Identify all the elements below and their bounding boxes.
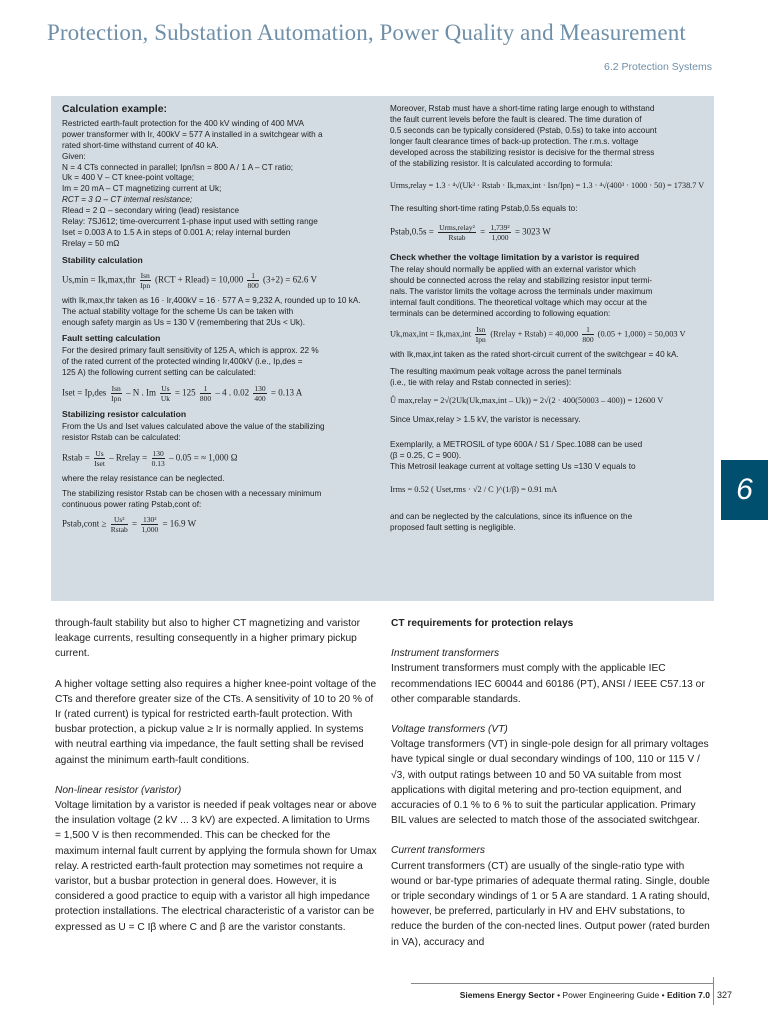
text-line: The actual stability voltage for the scheme Us can be taken with	[62, 306, 294, 316]
uk-max-equation	[390, 325, 710, 344]
chapter-tab: 6	[721, 460, 768, 520]
paragraph: Voltage transformers (VT) in single-pole design for all primary voltages have typical single or dual secondary windings of 100, 110 or 115 V / √3, with output ratings between 10 and 50 VA suitable from most applications with digital metering and pro-tection equipment, and accuracies of 0.1 % to 6 % to suit the particular application. Primary BIL values are selected to match those of the associated switchgear.	[391, 739, 709, 827]
urms-equation: Urms,relay = 1.3 · ⁴√(Uk³ · Rstab · Ik,max,int · Isn/Ipn) = 1.3 · ⁴√(400³ · 1000 · 50) = 1738.7 V	[390, 181, 705, 191]
frac-num: 1	[247, 271, 258, 281]
frac-num: 130²	[143, 515, 157, 525]
text-line: where the relay resistance can be neglected.	[62, 473, 225, 483]
subheading: Current transformers	[391, 845, 485, 857]
text-line: RCT = 3 Ω – CT internal resistance;	[62, 195, 193, 205]
frac-num: 1,739²	[490, 223, 510, 233]
box-right-column	[390, 104, 710, 534]
eq-fraction	[160, 384, 170, 403]
stability-equation	[62, 271, 384, 290]
eq-part: (RCT + Rlead) = 10,000	[155, 274, 244, 285]
frac-num: Urms,relay²	[439, 223, 475, 233]
eq-fraction	[152, 449, 165, 468]
frac-num: 130	[254, 384, 266, 394]
page-header-title: Protection, Substation Automation, Power Quality and Measurement	[47, 20, 686, 45]
fault-setting-heading: Fault setting calculation	[62, 333, 161, 344]
frac-den: Uk	[160, 394, 170, 404]
section-heading: CT requirements for protection relays	[391, 618, 574, 629]
frac-num: 1	[200, 384, 211, 394]
eq-fraction	[141, 515, 158, 534]
eq-fraction	[140, 271, 151, 290]
eq-fraction	[94, 449, 105, 468]
eq-fraction	[582, 325, 593, 344]
power-rating-equation	[62, 515, 384, 534]
eq-fraction	[475, 325, 486, 344]
subheading: Non-linear resistor (varistor)	[55, 784, 182, 796]
frac-num: 130	[152, 448, 164, 458]
eq-part: (0.05 + 1,000) = 50,003 V	[597, 329, 686, 339]
frac-num: Isn	[111, 384, 121, 394]
footer-guide: Power Engineering Guide	[562, 990, 660, 1000]
text-line: Relay: 7SJ612; time-overcurrent 1-phase input used with setting range	[62, 217, 318, 227]
text-line: continuous power rating Pstab,cont of:	[62, 499, 202, 509]
text-line: Uk = 400 V – CT knee-point voltage;	[62, 173, 195, 183]
footer-publisher: Siemens Energy Sector	[459, 990, 555, 1000]
frac-den: Rstab	[110, 525, 128, 535]
stability-heading: Stability calculation	[62, 254, 143, 265]
text-line: Given:	[62, 151, 86, 161]
eq-fraction	[489, 223, 510, 242]
footer-separator: •	[557, 990, 563, 1000]
calc-example-title: Calculation example:	[62, 103, 168, 115]
text-line: From the Us and Iset values calculated above the value of the stabilizing	[62, 421, 325, 431]
text-line: enough safety margin as Us = 130 V (remembering that 2Us < Uk).	[62, 317, 306, 327]
eq-part: (3+2) = 62.6 V	[262, 274, 317, 285]
eq-fraction	[111, 515, 128, 534]
frac-den: Ipn	[140, 280, 151, 290]
frac-num: Us	[95, 448, 104, 458]
footer-divider	[713, 977, 714, 1005]
eq-part: Us,min = Ik,max,thr	[62, 274, 136, 285]
body-right-column	[391, 616, 713, 965]
footer-text	[460, 990, 710, 1000]
eq-part: – Rrelay =	[109, 452, 148, 463]
text-line: power transformer with Ir, 400kV = 577 A installed in a switchgear with a	[62, 129, 323, 139]
frac-den: Ipn	[475, 334, 486, 344]
text-line: The relay should normally be applied with an external varistor which	[390, 265, 636, 275]
frac-den: 1,000	[491, 233, 509, 243]
eq-fraction	[247, 271, 258, 290]
text-line: The resulting short-time rating Pstab,0.5s equals to:	[390, 204, 578, 214]
text-line: (β = 0.25, C = 900).	[390, 451, 462, 461]
eq-part: Uk,max,int = Ik,max,int	[390, 329, 472, 339]
text-line: N = 4 CTs connected in parallel; Ipn/Isn = 800 A / 1 A – CT ratio;	[62, 162, 294, 172]
text-line: proposed fault setting is negligible.	[390, 522, 516, 532]
text-line: 125 A) the following current setting can be calculated:	[62, 368, 256, 378]
frac-den: 800	[247, 280, 259, 290]
text-line: should be connected across the relay and stabilizing resistor input termi-	[390, 276, 653, 286]
text-line: the fault current levels before the fault is cleared. The time duration of	[390, 114, 642, 124]
body-left-column	[55, 616, 377, 950]
text-line: The stabilizing resistor Rstab can be chosen with a necessary minimum	[62, 488, 322, 498]
calculation-example-box	[51, 96, 714, 601]
paragraph: Voltage limitation by a varistor is needed if peak voltages near or above the insulation voltage (2 kV ... 3 kV) are expected. A limitation to Urms = 1,500 V is then recommended. This can be checked for the maximum internal fault current by applying the formula shown for Umax relay. A restricted earth-fault protection may sometimes not require a varistor, but a busbar protection in general does. However, it is considered a good practice to equip with a varistor all high impedance protection installations. The electrical characteristic of a varistor can be expressed as U = C Iβ where C and β are the varistor constants.	[55, 800, 377, 933]
frac-num: 1	[582, 325, 593, 335]
text-line: Exemplarily, a METROSIL of type 600A / S1 / Spec.1088 can be used	[390, 440, 643, 450]
eq-part: (Rrelay + Rstab) = 40,000	[490, 329, 579, 339]
eq-part: =	[480, 226, 486, 237]
paragraph: through-fault stability but also to higher CT magnetizing and varistor leakage currents, resulting consequently in a higher primary pickup current.	[55, 618, 361, 660]
frac-den: 400	[254, 394, 266, 404]
eq-part: – N . Im	[126, 387, 156, 398]
fault-setting-equation	[62, 384, 384, 403]
eq-fraction	[111, 384, 122, 403]
eq-fraction	[253, 384, 266, 403]
text-line: nals. The varistor limits the voltage across the terminals under maximum	[390, 286, 653, 296]
text-line: with Ik,max,int taken as the rated short-circuit current of the switchgear = 40 kA.	[390, 349, 679, 359]
text-line: (i.e., tie with relay and Rstab connected in series):	[390, 377, 572, 387]
frac-den: 800	[582, 334, 594, 344]
text-line: rated short-time withstand current of 40 kA.	[62, 140, 219, 150]
text-line: internal fault conditions. The theoretical voltage which may occur at the	[390, 297, 647, 307]
peak-voltage-equation: Û max,relay = 2√(2Uk(Uk,max,int – Uk)) = 2√(2 · 400(50003 – 400)) = 12600 V	[390, 396, 664, 406]
stabilizing-resistor-heading: Stabilizing resistor calculation	[62, 409, 187, 420]
footer-edition: Edition 7.0	[667, 990, 710, 1000]
text-line: Moreover, Rstab must have a short-time rating large enough to withstand	[390, 104, 655, 113]
text-line: For the desired primary fault sensitivity of 125 A, which is approx. 22 %	[62, 346, 319, 356]
frac-num: Us	[161, 384, 170, 394]
text-line: of the stabilizing resistor. It is calculated according to formula:	[390, 158, 613, 168]
eq-part: = 3023 W	[514, 226, 551, 237]
eq-part: – 0.05 = ≈ 1,000 Ω	[169, 452, 238, 463]
frac-num: Isn	[140, 270, 150, 280]
footer-separator: •	[661, 990, 668, 1000]
page-footer	[0, 983, 768, 1007]
eq-part: = 0.13 A	[270, 387, 303, 398]
paragraph: A higher voltage setting also requires a higher knee-point voltage of the CTs and therefore greater size of the CTs. A sensitivity of 10 to 20 % of Ir (rated current) is typical for restricted earth-fault protection. With busbar protection, a pickup value ≥ Ir is normally applied. In systems with neutral earthing via impedance, the fault setting shall be revised against the minimum earth-fault conditions.	[55, 678, 377, 766]
varistor-check-heading: Check whether the voltage limitation by a varistor is required	[390, 252, 640, 263]
text-line: with Ik,max,thr taken as 16 · Ir,400kV = 16 · 577 A = 9,232 A, rounded up to 10 kA.	[62, 295, 361, 305]
eq-part: =	[132, 519, 138, 530]
frac-num: Isn	[476, 324, 486, 334]
eq-fraction	[200, 384, 211, 403]
text-line: 0.5 seconds can be typically considered (Pstab, 0.5s) to take into account	[390, 125, 657, 135]
frac-den: Iset	[94, 458, 105, 468]
text-line: resistor Rstab can be calculated:	[62, 432, 181, 442]
text-line: Iset = 0.003 A to 1.5 A in steps of 0.001 A; relay internal burden	[62, 227, 291, 237]
box-left-column	[62, 104, 384, 540]
frac-den: Ipn	[111, 394, 122, 404]
eq-part: Rstab =	[62, 452, 90, 463]
eq-part: = 16.9 W	[162, 519, 197, 530]
text-line: Rlead = 2 Ω – secondary wiring (lead) resistance	[62, 206, 240, 216]
eq-fraction	[438, 223, 476, 242]
frac-den: 800	[199, 394, 212, 404]
frac-den: 1,000	[141, 525, 159, 535]
short-time-equation	[390, 223, 710, 242]
eq-part: Pstab,cont ≥	[62, 519, 107, 530]
footer-rule	[411, 983, 713, 984]
text-line: longer fault clearance times of back-up protection. The r.m.s. voltage	[390, 136, 639, 146]
page-number: 327	[717, 990, 733, 1000]
text-line: Im = 20 mA – CT magnetizing current at Uk;	[62, 184, 222, 194]
subheading: Voltage transformers (VT)	[391, 724, 508, 736]
text-line: Rrelay = 50 mΩ	[62, 238, 120, 248]
text-line: developed across the stabilizing resistor is decisive for the thermal stress	[390, 147, 655, 157]
text-line: This Metrosil leakage current at voltage setting Us =130 V equals to	[390, 462, 636, 472]
text-line: terminals can be determined according to following equation:	[390, 308, 611, 318]
text-line: The resulting maximum peak voltage across the panel terminals	[390, 366, 622, 376]
section-label: 6.2 Protection Systems	[604, 61, 712, 73]
eq-part: – 4 . 0.02	[215, 387, 250, 398]
frac-den: 0.13	[151, 458, 165, 468]
text-line: of the rated current of the protected winding Ir,400kV (i.e., Ip,des =	[62, 357, 303, 367]
eq-part: Pstab,0.5s =	[390, 226, 434, 237]
text-line: Restricted earth-fault protection for the 400 kV winding of 400 MVA	[62, 118, 304, 128]
paragraph: Instrument transformers must comply with the applicable IEC recommendations IEC 60044 and 60186 (PT), ANSI / IEEE C57.13 or other comparable standards.	[391, 663, 705, 705]
eq-part: = 125	[174, 387, 196, 398]
text-line: Since Umax,relay > 1.5 kV, the varistor is necessary.	[390, 415, 581, 425]
eq-part: Iset = Ip,des	[62, 387, 107, 398]
subheading: Instrument transformers	[391, 648, 500, 660]
irms-equation: Irms = 0.52 ( Uset,rms · √2 / C )^(1/β) = 0.91 mA	[390, 484, 558, 494]
text-line: and can be neglected by the calculations, since its influence on the	[390, 511, 633, 521]
frac-den: Rstab	[448, 233, 466, 243]
frac-num: Us²	[111, 515, 128, 525]
resistor-equation	[62, 449, 384, 468]
paragraph: Current transformers (CT) are usually of the single-ratio type with wound or bar-type primaries of adequate thermal rating. Single, double or triple secondary windings of 1 or 5 A are standard. 1 A rating should, however, be preferred, particularly in HV and EHV substations, to reduce the burden of the con-nected lines. Output power (rated burden in VA), accuracy and	[391, 860, 710, 948]
